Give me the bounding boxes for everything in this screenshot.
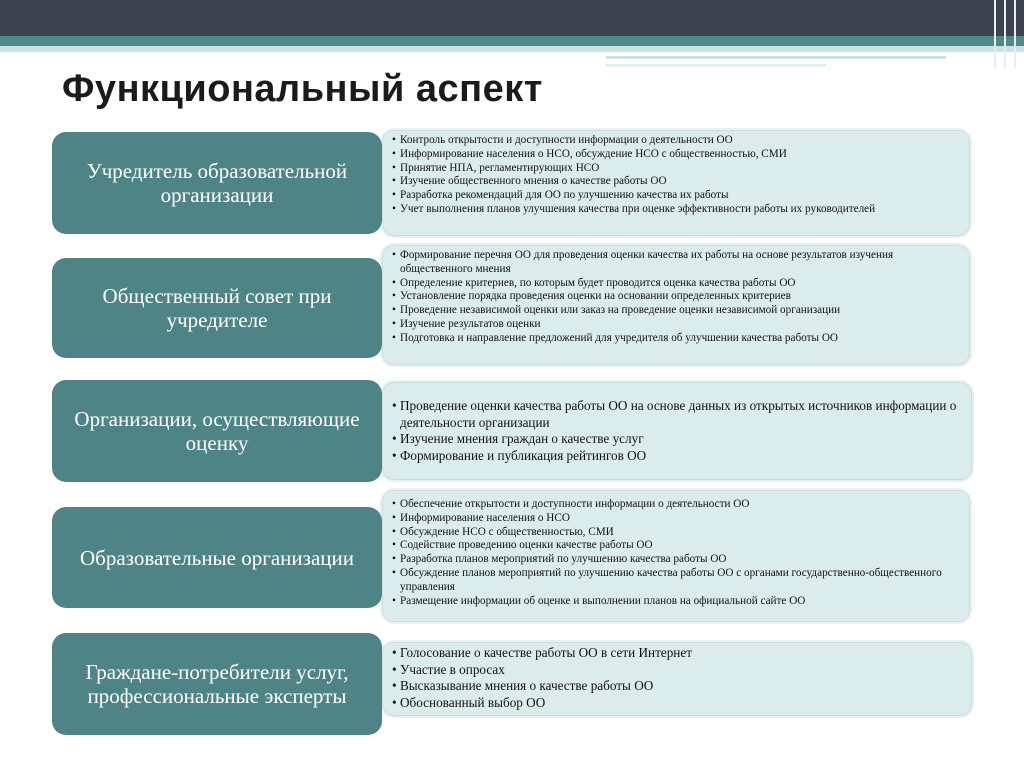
list-item: • Формирование перечня ОО для проведения оценки качества их работы на основе результатов изучения общественного мнения [390,249,964,277]
decorative-line [994,0,996,68]
row-4-details [380,488,972,624]
decorative-line [606,64,826,67]
list-item: • Содействие проведению оценки качестве работы ОО [390,539,964,553]
row-5-label: Граждане-потребители услуг, профессиональные эксперты [52,633,382,735]
list-item: • Формирование и публикация рейтингов ОО [390,448,966,465]
list-item: • Обсуждение НСО с общественностью, СМИ [390,526,964,540]
row-1-details [380,128,972,238]
list-item: • Установление порядка проведения оценки на основании определенных критериев [390,290,964,304]
row-3-details [380,380,974,482]
list-item: • Разработка рекомендаций для ОО по улучшению качества их работы [390,189,964,203]
row-4-label: Образовательные организации [52,507,382,608]
list-item: • Обоснованный выбор ОО [390,695,966,712]
decorative-line [1014,0,1016,68]
page-title: Функциональный аспект [62,68,543,110]
list-item: • Высказывание мнения о качестве работы ОО [390,678,966,695]
list-item: • Участие в опросах [390,662,966,679]
list-item: • Принятие НПА, регламентирующих НСО [390,162,964,176]
list-item: • Проведение независимой оценки или заказ на проведение оценки независимой организации [390,304,964,318]
list-item: • Определение критериев, по которым будет проводится оценка качества работы ОО [390,277,964,291]
list-item: • Разработка планов мероприятий по улучшению качества работы ОО [390,553,964,567]
list-item: • Подготовка и направление предложений для учредителя об улучшении качества работы ОО [390,332,964,346]
list-item: • Обеспечение открытости и доступности информации о деятельности ОО [390,498,964,512]
list-item: • Информирование населения о НСО, обсуждение НСО с общественностью, СМИ [390,148,964,162]
list-item: • Голосование о качестве работы ОО в сети Интернет [390,645,966,662]
decorative-line [606,56,946,59]
list-item: • Контроль открытости и доступности информации о деятельности ОО [390,134,964,148]
list-item: • Изучение мнения граждан о качестве услуг [390,431,966,448]
row-2-details [380,243,972,367]
list-item: • Учет выполнения планов улучшения качества при оценке эффективности работы их руководителей [390,203,964,217]
list-item: • Информирование населения о НСО [390,512,964,526]
list-item: • Размещение информации об оценке и выполнении планов на официальной сайте ОО [390,595,964,609]
list-item: • Обсуждение планов мероприятий по улучшению качества работы ОО с органами государственно-общественного управления [390,567,964,595]
header-bar [0,0,1024,36]
list-item: • Проведение оценки качества работы ОО на основе данных из открытых источников информации о деятельности организации [390,398,966,431]
row-1-label: Учредитель образовательной организации [52,132,382,234]
row-3-label: Организации, осуществляющие оценку [52,380,382,482]
row-2-label: Общественный совет при учредителе [52,258,382,358]
decorative-line [1004,0,1006,68]
row-5-details [380,640,974,718]
header-accent-bar [0,36,1024,46]
header-light-bar [0,46,1024,52]
list-item: • Изучение результатов оценки [390,318,964,332]
list-item: • Изучение общественного мнения о качестве работы ОО [390,175,964,189]
